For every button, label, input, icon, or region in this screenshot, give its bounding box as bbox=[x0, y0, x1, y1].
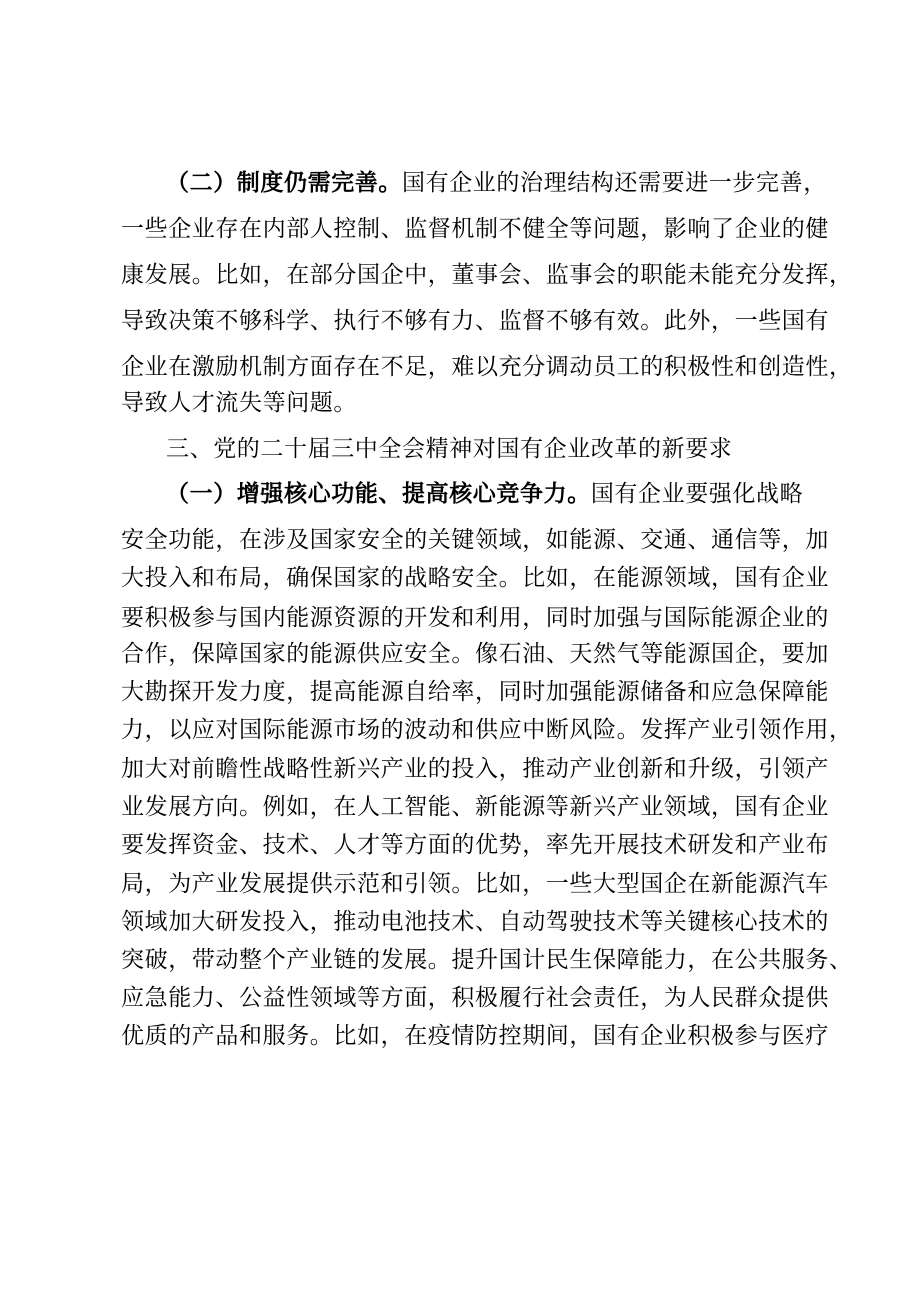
subheading-institution: （二）制度仍需完善。 bbox=[166, 169, 402, 196]
subheading-core-function: （一）增强核心功能、提高核心竞争力。 bbox=[166, 480, 591, 507]
paragraph-text: 国有企业的治理结构还需要进一步完善， bbox=[402, 170, 827, 196]
paragraph-line: 优质的产品和服务。比如，在疫情防控期间，国有企业积极参与医疗 bbox=[121, 1023, 829, 1049]
paragraph-text: 国有企业要强化战略 bbox=[590, 481, 804, 507]
paragraph-line: 导致决策不够科学、执行不够有力、监督不够有效。此外，一些国有 bbox=[121, 308, 829, 334]
paragraph-line: 大勘探开发力度，提高能源自给率，同时加强能源储备和应急保障能 bbox=[121, 679, 829, 705]
paragraph-line: 合作，保障国家的能源供应安全。像石油、天然气等能源国企，要加 bbox=[121, 641, 829, 667]
paragraph-line: 要积极参与国内能源资源的开发和利用，同时加强与国际能源企业的 bbox=[121, 605, 829, 631]
paragraph-line: 力，以应对国际能源市场的波动和供应中断风险。发挥产业引领作用， bbox=[121, 717, 853, 743]
paragraph-line: 导致人才流失等问题。 bbox=[121, 390, 357, 416]
paragraph-line: 一些企业存在内部人控制、监督机制不健全等问题，影响了企业的健 bbox=[121, 216, 829, 242]
paragraph-line: 领域加大研发投入，推动电池技术、自动驾驶技术等关键核心技术的 bbox=[121, 909, 829, 935]
paragraph-line: 企业在激励机制方面存在不足，难以充分调动员工的积极性和创造性， bbox=[121, 354, 853, 380]
paragraph-line: 康发展。比如，在部分国企中，董事会、监事会的职能未能充分发挥， bbox=[121, 262, 853, 288]
paragraph-line bbox=[166, 472, 804, 516]
paragraph-line: 要发挥资金、技术、人才等方面的优势，率先开展技术研发和产业布 bbox=[121, 832, 829, 858]
paragraph-line: 突破，带动整个产业链的发展。提升国计民生保障能力，在公共服务、 bbox=[121, 947, 853, 973]
paragraph-line: 应急能力、公益性领域等方面，积极履行社会责任，为人民群众提供 bbox=[121, 985, 829, 1011]
section-heading: 三、党的二十届三中全会精神对国有企业改革的新要求 bbox=[166, 436, 733, 462]
paragraph-line: 加大对前瞻性战略性新兴产业的投入，推动产业创新和升级，引领产 bbox=[121, 756, 829, 782]
paragraph-line bbox=[166, 161, 827, 205]
paragraph-line: 大投入和布局，确保国家的战略安全。比如，在能源领域，国有企业 bbox=[121, 565, 829, 591]
paragraph-line: 业发展方向。例如，在人工智能、新能源等新兴产业领域，国有企业 bbox=[121, 794, 829, 820]
paragraph-line: 安全功能，在涉及国家安全的关键领域，如能源、交通、通信等，加 bbox=[121, 527, 829, 553]
paragraph-line: 局，为产业发展提供示范和引领。比如，一些大型国企在新能源汽车 bbox=[121, 871, 829, 897]
